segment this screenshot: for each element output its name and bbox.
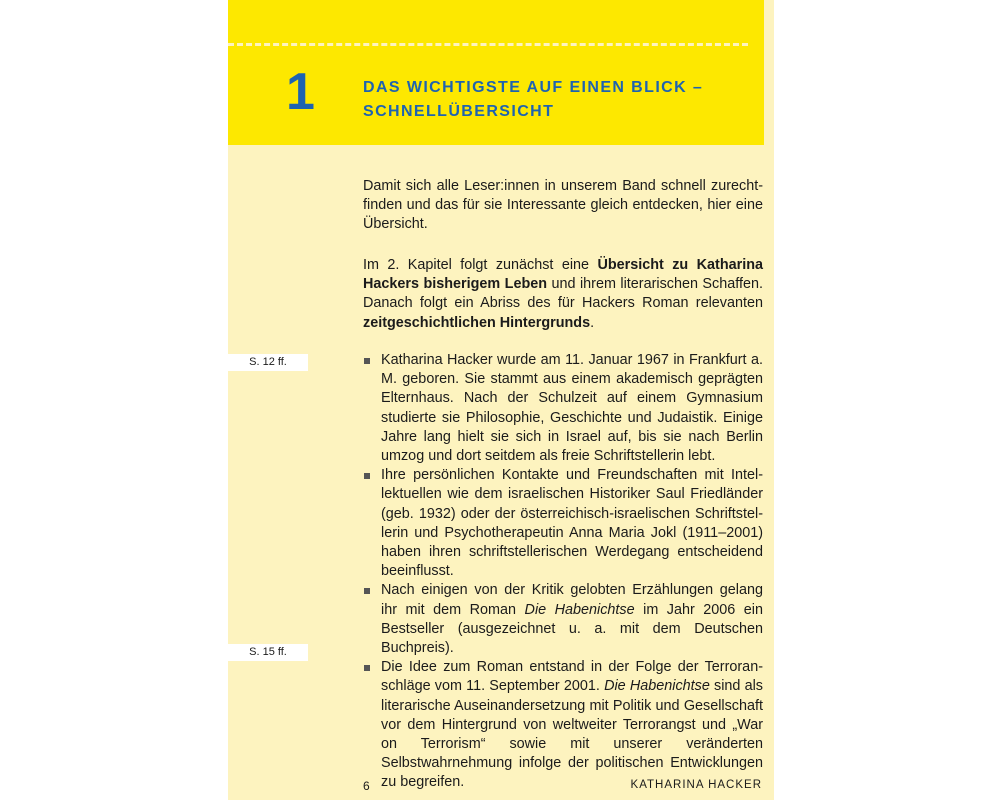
overview-bold-2: zeitgeschichtlichen Hintergrunds <box>363 314 591 331</box>
page-number: 6 <box>363 779 370 793</box>
summary-bullet-list <box>363 351 763 793</box>
bullet-text: Katharina Hacker wurde am 11. Januar 1967 in Frankfurt a. M. geboren. Sie stammt aus einem akademisch geprägten Elternhaus. Nach der Schulzeit auf einem Gymnasium studierte sie Philosophie, Geschichte und Judaistik. Einige Jahre lang hielt sie sich in Israel auf, bis sie nach Berlin umzog und dort seitdem als freie Schriftstellerin lebt. <box>381 352 763 465</box>
square-bullet-icon <box>364 358 370 364</box>
chapter-header <box>228 0 764 145</box>
bullet-text-after: sind als literarische Auseinandersetzung mit Politik und Gesellschaft vor dem Hintergrund von weltweiter Terrorangst und „War on Terrorism“ sowie mit unserer veränderten Selbstwahrnehmung infolge der politischen Entwicklungen zu begreifen. <box>381 678 764 791</box>
book-page <box>228 0 774 800</box>
margin-reference-2: S. 15 ff. <box>228 644 308 661</box>
book-title-italic: Die Habenichtse <box>524 601 635 618</box>
overview-text-3: . <box>590 314 595 331</box>
running-head: KATHARINA HACKER <box>630 779 762 791</box>
overview-text-1: Im 2. Kapitel folgt zunächst eine <box>363 257 598 273</box>
bullet-item-1 <box>363 351 763 466</box>
bullet-item-3 <box>363 581 763 658</box>
bullet-item-2 <box>363 466 763 581</box>
overview-bold-1: Übersicht zu Katharina Hackers bisherigem Leben <box>363 257 764 293</box>
book-title-italic: Die Habenichtse <box>604 678 710 695</box>
square-bullet-icon <box>364 665 370 671</box>
bullet-text: Ihre persönlichen Kontakte und Freundschaften mit Intellektuellen wie dem israelischen Historiker Saul Friedländer (geb. 1932) oder der österreichisch-israelischen Schriftstellerin und Psychotherapeutin Anna Maria Jokl (1911–2001) haben ihren schriftstellerischen Werdegang entscheidend beeinflusst. <box>381 467 763 580</box>
bullet-item-4 <box>363 658 763 792</box>
bullet-text-before: Nach einigen von der Kritik gelobten Erzählungen gelang ihr mit dem Roman <box>381 582 763 618</box>
square-bullet-icon <box>364 473 370 479</box>
intro-paragraph: Damit sich alle Leser:innen in unserem Band schnell zurechtfinden und das für sie Interessante gleich entdecken, hier eine Übersicht. <box>363 178 763 233</box>
chapter-title-line-2: SCHNELLÜBERSICHT <box>363 103 555 120</box>
overview-paragraph <box>363 256 763 333</box>
bullet-text-before: Die Idee zum Roman entstand in der Folge der Terroranschläge vom 11. September 2001. <box>381 659 763 695</box>
dashed-divider <box>228 43 748 46</box>
chapter-number: 1 <box>286 63 315 121</box>
margin-reference-1: S. 12 ff. <box>228 354 308 371</box>
overview-text-2: und ihrem literarischen Schaffen. Danach folgt ein Abriss des für Hackers Roman relevanten <box>363 276 763 312</box>
square-bullet-icon <box>364 588 370 594</box>
chapter-title <box>363 76 753 124</box>
bullet-text-after: im Jahr 2006 ein Bestseller (ausgezeichnet u. a. mit dem Deutschen Buchpreis). <box>381 601 764 657</box>
chapter-title-line-1: DAS WICHTIGSTE AUF EINEN BLICK – <box>363 79 704 96</box>
